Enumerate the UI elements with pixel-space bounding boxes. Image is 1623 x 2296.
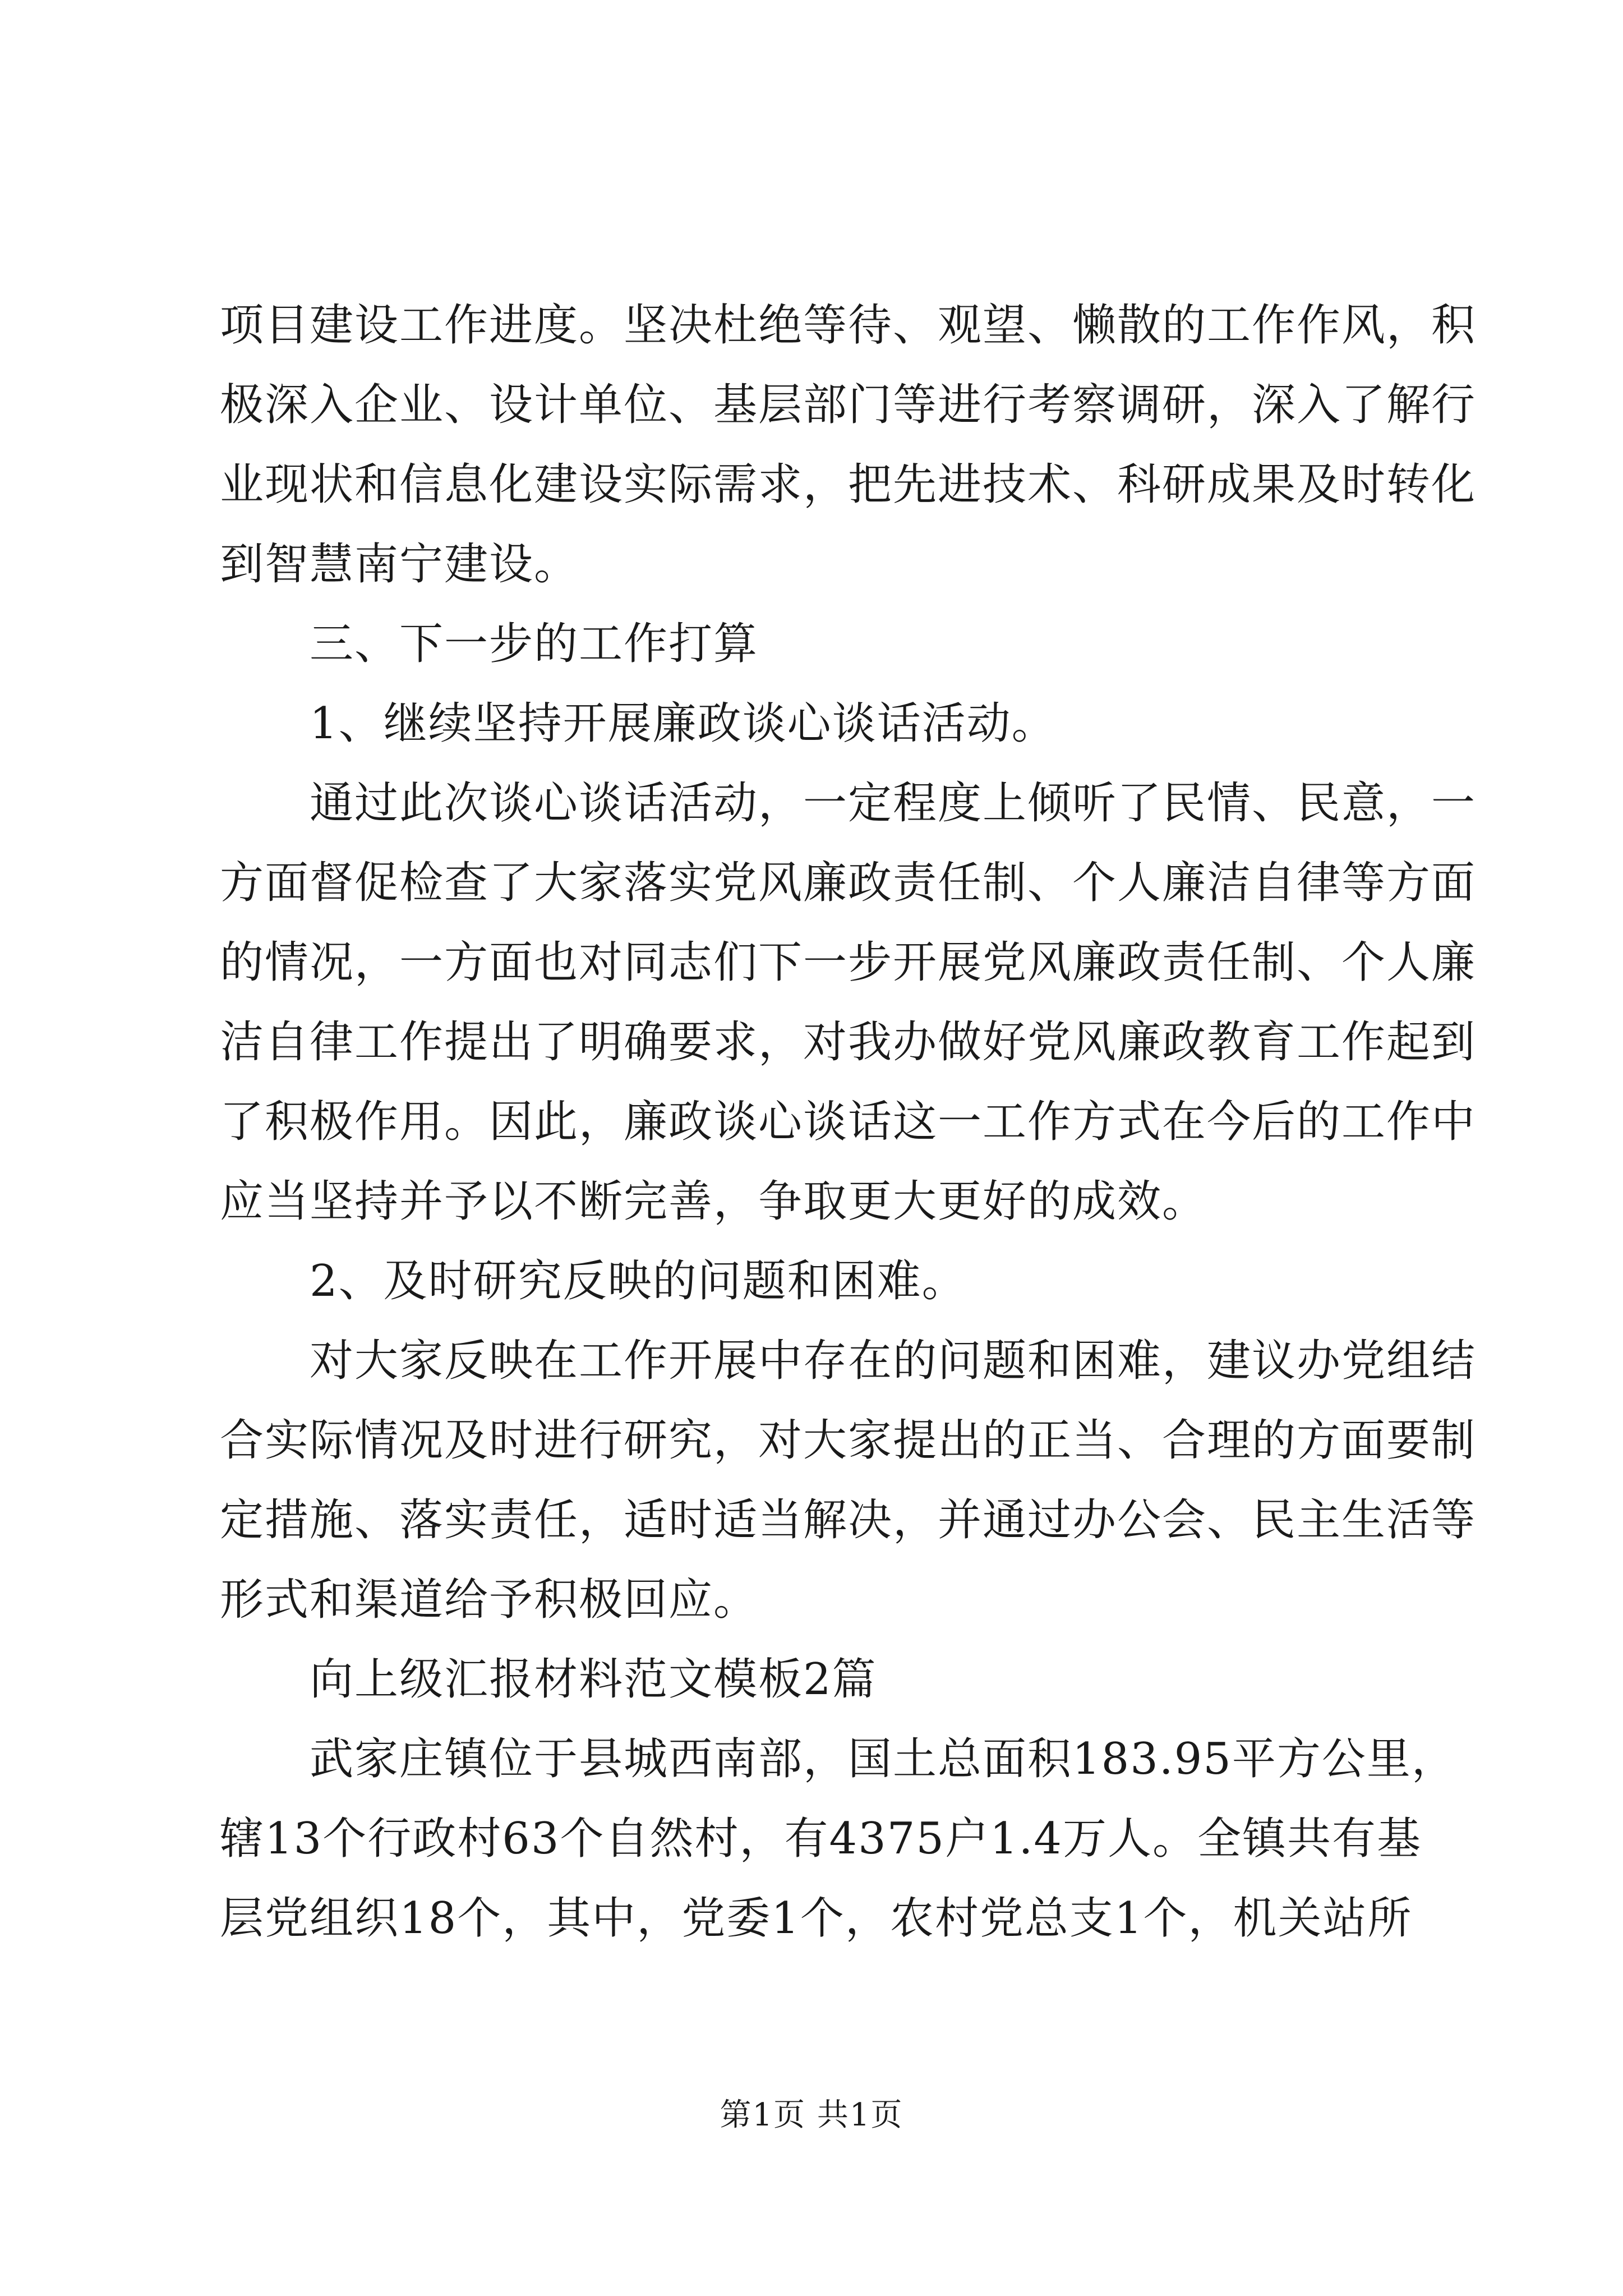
page-number-footer: 第1页 共1页	[720, 2097, 903, 2133]
paragraph-line: 极深入企业、设计单位、基层部门等进行考察调研，深入了解行	[220, 380, 1477, 430]
paragraph-line: 洁自律工作提出了明确要求，对我办做好党风廉政教育工作起到	[220, 1017, 1477, 1068]
paragraph-line: 通过此次谈心谈话活动，一定程度上倾听了民情、民意，一	[310, 778, 1477, 829]
paragraph-line: 方面督促检查了大家落实党风廉政责任制、个人廉洁自律等方面	[220, 858, 1477, 908]
paragraph-line: 业现状和信息化建设实际需求，把先进技术、科研成果及时转化	[220, 459, 1477, 510]
paragraph-line: 到智慧南宁建设。	[220, 539, 579, 590]
subsection-heading: 2、及时研究反映的问题和困难。	[310, 1256, 967, 1306]
paragraph-line: 了积极作用。因此，廉政谈心谈话这一工作方式在今后的工作中	[220, 1097, 1477, 1147]
paragraph-line: 应当坚持并予以不断完善，争取更大更好的成效。	[220, 1176, 1207, 1227]
paragraph-line: 形式和渠道给予积极回应。	[220, 1575, 759, 1625]
paragraph-line: 武家庄镇位于县城西南部，国土总面积183.95平方公里，	[310, 1734, 1456, 1784]
paragraph-line: 层党组织18个，其中，党委1个，农村党总支1个，机关站所	[220, 1893, 1413, 1944]
paragraph-line: 辖13个行政村63个自然村，有4375户1.4万人。全镇共有基	[220, 1814, 1422, 1864]
paragraph-line: 合实际情况及时进行研究，对大家提出的正当、合理的方面要制	[220, 1415, 1477, 1466]
paragraph-line: 项目建设工作进度。坚决杜绝等待、观望、懒散的工作作风，积	[220, 300, 1477, 351]
section-heading: 三、下一步的工作打算	[310, 619, 759, 669]
subsection-heading: 1、继续坚持开展廉政谈心谈话活动。	[310, 698, 1057, 749]
paragraph-line: 定措施、落实责任，适时适当解决，并通过办公会、民主生活等	[220, 1495, 1477, 1545]
paragraph-line: 对大家反映在工作开展中存在的问题和困难，建议办党组结	[310, 1336, 1477, 1386]
paragraph-line: 的情况，一方面也对同志们下一步开展党风廉政责任制、个人廉	[220, 937, 1477, 988]
document-title: 向上级汇报材料范文模板2篇	[310, 1654, 877, 1705]
